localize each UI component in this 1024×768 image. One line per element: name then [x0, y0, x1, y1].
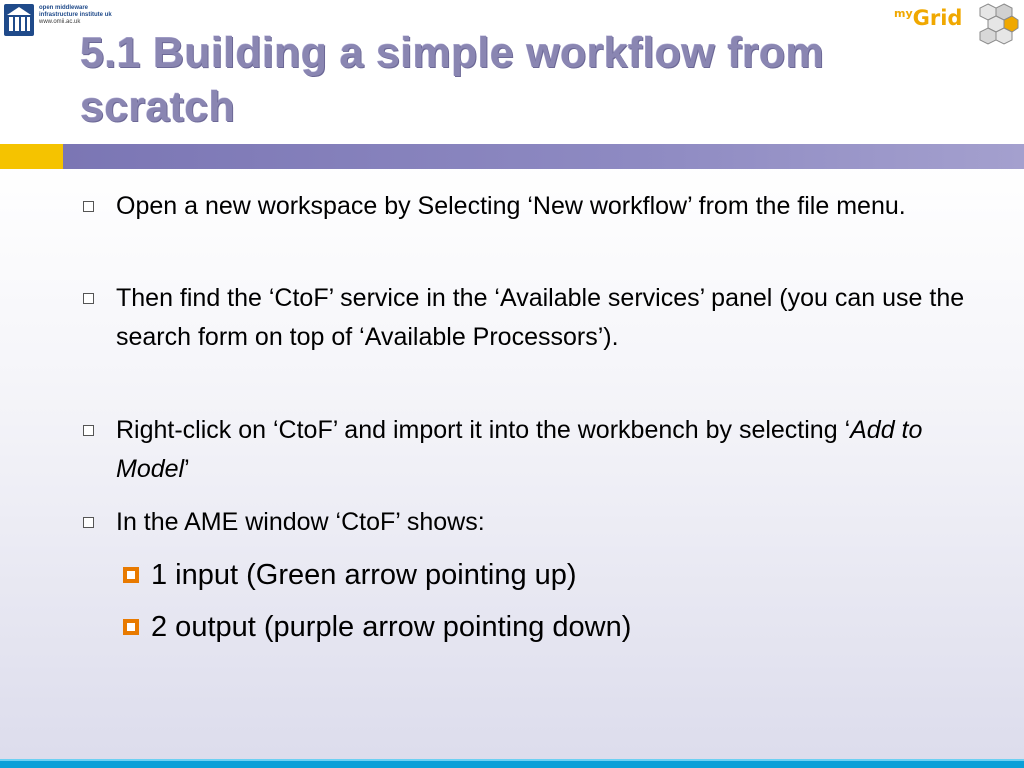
slide-title: 5.1 Building a simple workflow from scratch	[80, 29, 824, 131]
mygrid-my: my	[894, 7, 913, 20]
orange-square-bullet-icon	[123, 619, 139, 635]
bullet-item	[116, 279, 976, 357]
hollow-square-bullet-icon	[83, 293, 94, 304]
bullet-item	[116, 411, 976, 489]
bullet-text: Open a new workspace by Selecting ‘New workflow’ from the file menu.	[116, 192, 906, 220]
sub-bullet-item	[151, 555, 971, 595]
omii-logo-text	[39, 5, 112, 26]
title-band-gold	[0, 144, 63, 169]
bullet-item	[116, 503, 976, 542]
orange-square-bullet-icon	[123, 567, 139, 583]
hollow-square-bullet-icon	[83, 517, 94, 528]
bullet-text: Right-click on ‘CtoF’ and import it into the workbench by selecting ‘	[116, 416, 851, 444]
bullet-item	[116, 187, 976, 226]
sub-bullet-item	[151, 607, 971, 647]
omii-url: www.omii.ac.uk	[39, 19, 81, 25]
omii-line2: infrastructure institute uk	[39, 12, 112, 18]
bullet-text-after: ’	[184, 455, 190, 483]
mygrid-grid: Grid	[912, 6, 963, 30]
bullet-text: In the AME window ‘CtoF’ shows:	[116, 508, 485, 536]
bottom-stripe	[0, 759, 1024, 768]
hollow-square-bullet-icon	[83, 425, 94, 436]
title-band-purple	[63, 144, 1024, 169]
hollow-square-bullet-icon	[83, 201, 94, 212]
sub-bullet-text: 2 output (purple arrow pointing down)	[151, 611, 632, 643]
omii-logo-icon	[3, 3, 35, 37]
bullet-text: Then find the ‘CtoF’ service in the ‘Available services’ panel (you can use the search form on top of ‘Available Processors’).	[116, 284, 965, 351]
hexagon-cubes-icon	[974, 2, 1020, 46]
bullet-emphasis: Add to Model	[116, 416, 923, 483]
omii-line1: open middleware	[39, 5, 89, 11]
sub-bullet-text: 1 input (Green arrow pointing up)	[151, 559, 577, 591]
